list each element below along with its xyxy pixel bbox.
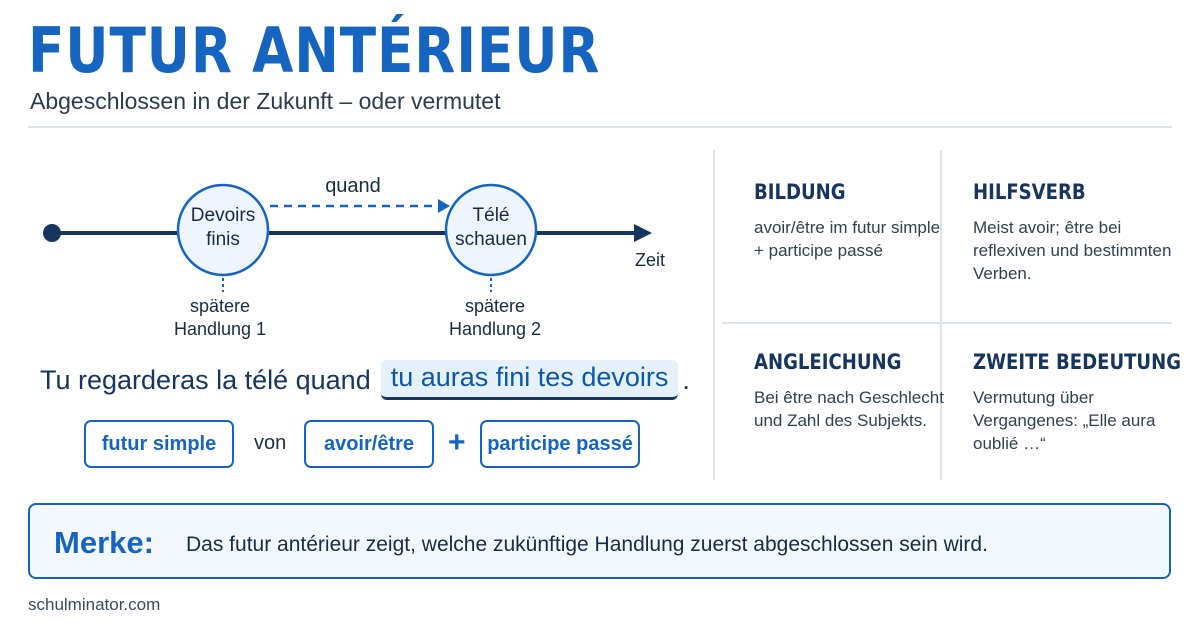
event2-label-line2: schauen — [455, 229, 527, 250]
formula-von-word: von — [254, 432, 287, 454]
caption2-line2: Handlung 2 — [448, 319, 542, 339]
example-highlight: tu auras fini tes devoirs — [381, 360, 679, 400]
cell-angleichung — [754, 350, 954, 432]
timeline-start-dot — [43, 224, 61, 242]
connector-label: quand — [325, 175, 381, 197]
cell-zweite-bedeutung — [973, 350, 1182, 455]
cell-angleichung-body: Bei être nach Geschlecht und Zahl des Subjekts. — [754, 388, 944, 430]
caption2-line1: spätere — [464, 296, 526, 316]
cell-bildung-title: BILDUNG — [754, 180, 846, 204]
axis-label: Zeit — [634, 250, 666, 270]
formula-futur-simple-box: futur simple — [84, 420, 234, 468]
cell-angleichung-title: ANGLEICHUNG — [754, 350, 902, 374]
merke-text: Das futur antérieur zeigt, welche zukünftige Handlung zuerst abgeschlossen sein wird. — [186, 533, 988, 556]
example-prefix: Tu regarderas la télé quand — [40, 364, 371, 395]
quand-arrowhead — [438, 199, 450, 213]
footer-source: schulminator.com — [28, 595, 161, 614]
cell-hilfsverb — [973, 180, 1173, 285]
example-suffix: . — [682, 364, 690, 395]
event2-label-line1: Télé — [472, 205, 510, 226]
grid-divider-horizontal — [722, 322, 1172, 324]
event1-label-line2: finis — [206, 229, 240, 250]
cell-zweite-body: Vermutung über Vergangenes: „Elle aura oublié …“ — [973, 388, 1156, 453]
caption1-line2: Handlung 1 — [173, 319, 267, 339]
example-sentence — [40, 358, 690, 402]
cell-bildung-body: avoir/être im futur simple + participe passé — [754, 218, 941, 260]
caption1-line1: spätere — [189, 296, 251, 316]
formula-auxiliary-box: avoir/être — [304, 420, 434, 468]
timeline-diagram — [30, 150, 690, 350]
page-subtitle: Abgeschlossen in der Zukunft – oder vermutet — [30, 88, 501, 114]
formula-plus-sign: + — [448, 426, 466, 459]
header-divider — [28, 126, 1172, 128]
merke-box — [28, 503, 1171, 579]
cell-zweite-title: ZWEITE BEDEUTUNG — [973, 350, 1182, 374]
cell-bildung — [754, 180, 954, 262]
event1-label-line1: Devoirs — [190, 205, 256, 226]
formula-participe-box: participe passé — [480, 420, 640, 468]
cell-hilfsverb-title: HILFSVERB — [973, 180, 1086, 204]
cell-hilfsverb-body: Meist avoir; être bei reflexiven und bestimmten Verben. — [973, 218, 1172, 283]
section-divider — [713, 150, 715, 480]
page-title: FUTUR ANTÉRIEUR — [28, 14, 601, 87]
timeline-arrowhead — [634, 224, 652, 242]
merke-label: Merke: — [54, 525, 154, 560]
